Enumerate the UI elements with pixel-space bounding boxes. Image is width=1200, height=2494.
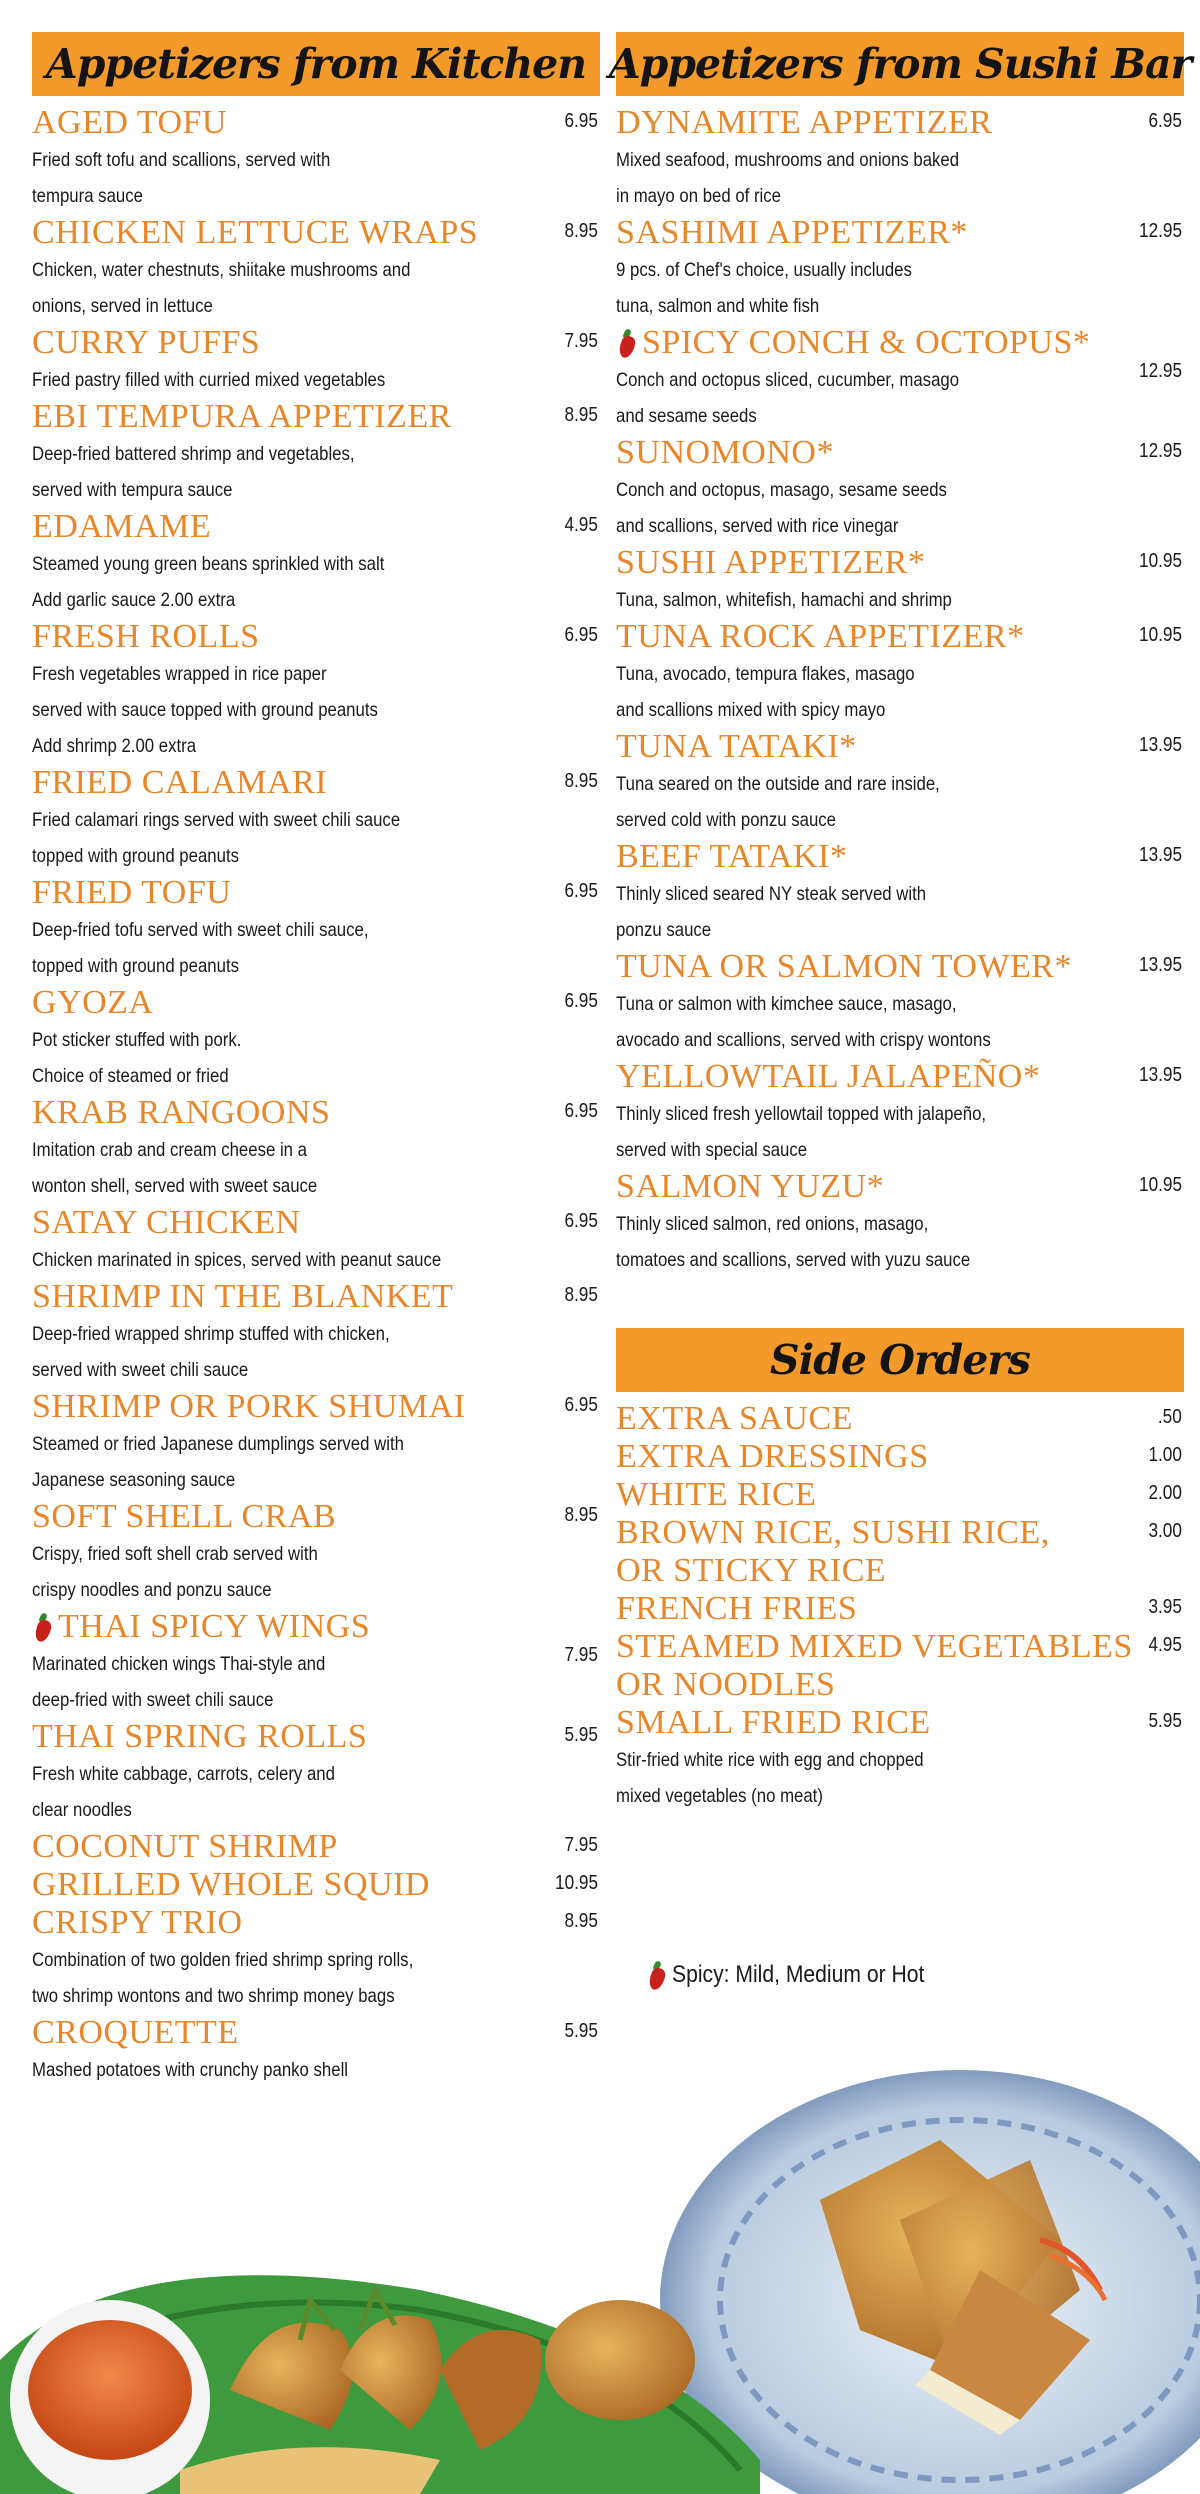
menu-item-name [32, 1718, 600, 1756]
menu-item [32, 1904, 600, 2014]
menu-item-name-line2 [616, 1552, 1184, 1590]
menu-item-description: topped with ground peanuts [32, 955, 239, 977]
menu-item-description: served with sauce topped with ground peanuts [32, 699, 378, 721]
menu-item [32, 324, 600, 398]
menu-item-name-text: TUNA OR SALMON TOWER* [616, 948, 1072, 985]
menu-item-name [32, 214, 600, 252]
menu-item-name-text: SUNOMONO* [616, 434, 834, 471]
menu-item-description: Add shrimp 2.00 extra [32, 735, 197, 757]
kitchen-appetizers-banner [32, 32, 600, 96]
menu-item-price: 7.95 [564, 330, 598, 352]
menu-item-price: 10.95 [1138, 1174, 1182, 1196]
menu-item-name-text: OR STICKY RICE [616, 1552, 887, 1589]
menu-item-name [616, 1400, 1184, 1438]
menu-item-name [616, 544, 1184, 582]
menu-item-name-text: SOFT SHELL CRAB [32, 1498, 337, 1535]
menu-item-price: 8.95 [564, 1284, 598, 1306]
section-title: Side Orders [770, 1336, 1030, 1384]
menu-item-price: 6.95 [564, 990, 598, 1012]
menu-item-description: ponzu sauce [616, 919, 712, 941]
menu-item-description: Tuna, avocado, tempura flakes, masago [616, 663, 915, 685]
menu-item [616, 1438, 1184, 1476]
menu-item-name-text: SALMON YUZU* [616, 1168, 885, 1205]
menu-item-name [32, 1388, 600, 1426]
menu-item [32, 1204, 600, 1278]
menu-item-name [616, 1590, 1184, 1628]
menu-item-description: Steamed or fried Japanese dumplings served with [32, 1433, 404, 1455]
menu-item-price: 6.95 [564, 880, 598, 902]
menu-item-price: 10.95 [1138, 624, 1182, 646]
menu-item-description: avocado and scallions, served with crispy wontons [616, 1029, 991, 1051]
menu-item-name-text: EXTRA DRESSINGS [616, 1438, 929, 1475]
chili-pepper-icon [32, 1612, 54, 1642]
menu-item-price: 13.95 [1138, 844, 1182, 866]
menu-item-name-text: SUSHI APPETIZER* [616, 544, 926, 581]
menu-item [616, 618, 1184, 728]
menu-item-name-text: EBI TEMPURA APPETIZER [32, 398, 452, 435]
side-orders-list [616, 1400, 1184, 1814]
menu-item-price: 10.95 [554, 1872, 598, 1894]
menu-item-price: 3.00 [1148, 1520, 1182, 1542]
menu-item-name [32, 398, 600, 436]
sushi-bar-appetizers-column [608, 0, 1192, 1814]
menu-item-description: Crispy, fried soft shell crab served with [32, 1543, 318, 1565]
menu-item-description: Thinly sliced salmon, red onions, masago, [616, 1213, 929, 1235]
spicy-legend [646, 1960, 959, 1990]
menu-item-name-text: SASHIMI APPETIZER* [616, 214, 968, 251]
menu-item-name [616, 1058, 1184, 1096]
menu-item-description: Thinly sliced seared NY steak served with [616, 883, 927, 905]
menu-item-name [616, 1704, 1184, 1742]
menu-item [32, 1278, 600, 1388]
section-title: Appetizers from Kitchen [45, 40, 587, 88]
menu-item-description: mixed vegetables (no meat) [616, 1785, 823, 1807]
side-orders-banner [616, 1328, 1184, 1392]
menu-item-name [32, 618, 600, 656]
menu-item-price: 7.95 [564, 1644, 598, 1666]
menu-item-description: clear noodles [32, 1799, 132, 1821]
sushi-bar-appetizers-banner [608, 32, 1192, 96]
menu-item-name-text: OR NOODLES [616, 1666, 836, 1703]
menu-item-name-text: YELLOWTAIL JALAPEÑO* [616, 1058, 1041, 1095]
menu-item [616, 1168, 1184, 1278]
menu-item-description: Choice of steamed or fried [32, 1065, 229, 1087]
kitchen-appetizers-column [32, 0, 600, 2088]
menu-item-name-text: EDAMAME [32, 508, 212, 545]
menu-item-price: 12.95 [1138, 360, 1182, 382]
menu-item-description: Add garlic sauce 2.00 extra [32, 589, 236, 611]
menu-item [616, 1514, 1184, 1590]
menu-item-name-text: SHRIMP IN THE BLANKET [32, 1278, 454, 1315]
menu-item-name-text: TUNA ROCK APPETIZER* [616, 618, 1025, 655]
menu-item-name-text: SHRIMP OR PORK SHUMAI [32, 1388, 466, 1425]
menu-item-name-text: STEAMED MIXED VEGETABLES [616, 1628, 1133, 1665]
menu-item-description: and scallions mixed with spicy mayo [616, 699, 886, 721]
menu-item-description: Thinly sliced fresh yellowtail topped with jalapeño, [616, 1103, 987, 1125]
menu-item [616, 1400, 1184, 1438]
menu-item [32, 1718, 600, 1828]
menu-item-name [616, 1514, 1184, 1552]
menu-item [32, 214, 600, 324]
croquette-plate-image [660, 2070, 1200, 2494]
menu-item-description: Conch and octopus, masago, sesame seeds [616, 479, 947, 501]
menu-item [616, 104, 1184, 214]
menu-item-name [616, 838, 1184, 876]
menu-item [32, 874, 600, 984]
menu-item-name [32, 104, 600, 142]
menu-item-name-text: CROQUETTE [32, 2014, 239, 2051]
menu-item-name-text: AGED TOFU [32, 104, 227, 141]
menu-item-description: tuna, salmon and white fish [616, 295, 820, 317]
menu-item-name-text: GRILLED WHOLE SQUID [32, 1866, 430, 1903]
menu-item-description: Fried pastry filled with curried mixed vegetables [32, 369, 386, 391]
menu-item-name [616, 214, 1184, 252]
menu-item-name [32, 764, 600, 802]
menu-item-price: 12.95 [1138, 440, 1182, 462]
menu-item-price: 13.95 [1138, 734, 1182, 756]
menu-item-description: Marinated chicken wings Thai-style and [32, 1653, 326, 1675]
menu-item [616, 1476, 1184, 1514]
menu-item-name-line2 [616, 1666, 1184, 1704]
menu-item [32, 104, 600, 214]
menu-item-price: 5.95 [1148, 1710, 1182, 1732]
menu-item-name-text: SPICY CONCH & OCTOPUS* [642, 324, 1091, 361]
menu-item-price: 2.00 [1148, 1482, 1182, 1504]
menu-item [616, 728, 1184, 838]
menu-item-name-text: KRAB RANGOONS [32, 1094, 331, 1131]
menu-item [32, 1388, 600, 1498]
menu-item [32, 1828, 600, 1866]
menu-item-description: two shrimp wontons and two shrimp money bags [32, 1985, 395, 2007]
menu-item-price: 13.95 [1138, 1064, 1182, 1086]
menu-item-description: Stir-fried white rice with egg and chopped [616, 1749, 924, 1771]
menu-item-name-text: FRIED CALAMARI [32, 764, 328, 801]
menu-item-description: served with special sauce [616, 1139, 808, 1161]
menu-item-name [616, 1476, 1184, 1514]
kitchen-appetizers-list [32, 104, 600, 2088]
menu-item-name [32, 1278, 600, 1316]
menu-item-name [32, 1204, 600, 1242]
menu-item-description: Fried soft tofu and scallions, served with [32, 149, 331, 171]
menu-item [32, 1608, 600, 1718]
menu-item-description: Chicken marinated in spices, served with peanut sauce [32, 1249, 442, 1271]
menu-item [616, 1590, 1184, 1628]
menu-item-price: 4.95 [1148, 1634, 1182, 1656]
menu-item-name [616, 324, 1184, 362]
menu-item-name-text: THAI SPICY WINGS [58, 1608, 371, 1645]
menu-item-price: 6.95 [1148, 110, 1182, 132]
menu-item-description: Tuna or salmon with kimchee sauce, masago, [616, 993, 957, 1015]
menu-item [32, 984, 600, 1094]
spicy-legend-text: Spicy: Mild, Medium or Hot [672, 1961, 925, 1988]
menu-item-name [32, 324, 600, 362]
menu-item-name-text: CHICKEN LETTUCE WRAPS [32, 214, 479, 251]
menu-item [32, 764, 600, 874]
menu-item-name [32, 1608, 600, 1646]
menu-item-description: deep-fried with sweet chili sauce [32, 1689, 274, 1711]
menu-item-price: 10.95 [1138, 550, 1182, 572]
menu-item-description: onions, served in lettuce [32, 295, 213, 317]
menu-item-name-text: FRENCH FRIES [616, 1590, 858, 1627]
menu-item-name [616, 618, 1184, 656]
menu-item-name-text: FRIED TOFU [32, 874, 232, 911]
menu-item-description: Imitation crab and cream cheese in a [32, 1139, 307, 1161]
menu-item-price: 8.95 [564, 1910, 598, 1932]
menu-item-price: 6.95 [564, 1394, 598, 1416]
chili-pepper-icon [616, 328, 638, 358]
menu-item-description: wonton shell, served with sweet sauce [32, 1175, 318, 1197]
menu-item-description: Tuna seared on the outside and rare inside, [616, 773, 940, 795]
menu-item-name [616, 1168, 1184, 1206]
menu-item-price: 6.95 [564, 1210, 598, 1232]
menu-item [616, 1704, 1184, 1814]
menu-item-name [32, 874, 600, 912]
menu-item-name-text: SATAY CHICKEN [32, 1204, 301, 1241]
menu-item-description: Fresh white cabbage, carrots, celery and [32, 1763, 335, 1785]
menu-item-name [616, 1628, 1184, 1666]
menu-item [616, 544, 1184, 618]
menu-item-price: 13.95 [1138, 954, 1182, 976]
menu-item [616, 214, 1184, 324]
menu-item-description: Tuna, salmon, whitefish, hamachi and shrimp [616, 589, 952, 611]
section-title: Appetizers from Sushi Bar [608, 40, 1192, 88]
menu-item-description: Mashed potatoes with crunchy panko shell [32, 2059, 349, 2081]
menu-item-name [616, 104, 1184, 142]
menu-item [32, 1498, 600, 1608]
menu-item-description: Fresh vegetables wrapped in rice paper [32, 663, 327, 685]
menu-item-name [32, 1094, 600, 1132]
menu-item-name [32, 1904, 600, 1942]
menu-item-price: 5.95 [564, 2020, 598, 2042]
menu-item-name-text: CURRY PUFFS [32, 324, 261, 361]
menu-item-name [32, 1498, 600, 1536]
menu-item-name [32, 1866, 600, 1904]
menu-item-price: 1.00 [1148, 1444, 1182, 1466]
menu-item [32, 1866, 600, 1904]
menu-item-description: crispy noodles and ponzu sauce [32, 1579, 272, 1601]
menu-item-description: and sesame seeds [616, 405, 757, 427]
menu-item-name [616, 728, 1184, 766]
menu-item-description: Deep-fried battered shrimp and vegetables, [32, 443, 355, 465]
menu-item-price: .50 [1158, 1406, 1182, 1428]
menu-item-description: Pot sticker stuffed with pork. [32, 1029, 242, 1051]
menu-item-description: served with tempura sauce [32, 479, 233, 501]
menu-item-description: in mayo on bed of rice [616, 185, 781, 207]
menu-item-name-text: COCONUT SHRIMP [32, 1828, 338, 1865]
appetizer-platter-image [0, 2275, 760, 2494]
menu-item [616, 1628, 1184, 1704]
menu-item-description: topped with ground peanuts [32, 845, 239, 867]
menu-item-price: 8.95 [564, 404, 598, 426]
menu-item-name-text: EXTRA SAUCE [616, 1400, 853, 1437]
menu-item-description: served cold with ponzu sauce [616, 809, 837, 831]
menu-item-name-text: FRESH ROLLS [32, 618, 260, 655]
menu-item-name [616, 434, 1184, 472]
menu-item-name [616, 1438, 1184, 1476]
menu-item-description: Mixed seafood, mushrooms and onions baked [616, 149, 960, 171]
menu-item-price: 12.95 [1138, 220, 1182, 242]
menu-item-description: Combination of two golden fried shrimp spring rolls, [32, 1949, 414, 1971]
menu-item-price: 8.95 [564, 770, 598, 792]
menu-item-price: 5.95 [564, 1724, 598, 1746]
menu-item [32, 398, 600, 508]
menu-item-description: Deep-fried wrapped shrimp stuffed with chicken, [32, 1323, 390, 1345]
menu-item-description: Conch and octopus sliced, cucumber, masago [616, 369, 960, 391]
menu-item [32, 508, 600, 618]
menu-item-description: served with sweet chili sauce [32, 1359, 249, 1381]
menu-item-name-text: TUNA TATAKI* [616, 728, 857, 765]
menu-item-description: Japanese seasoning sauce [32, 1469, 236, 1491]
menu-item-name [616, 948, 1184, 986]
menu-item [32, 1094, 600, 1204]
menu-item-price: 6.95 [564, 1100, 598, 1122]
menu-item-name-text: CRISPY TRIO [32, 1904, 243, 1941]
menu-item [616, 838, 1184, 948]
menu-item-price: 6.95 [564, 624, 598, 646]
menu-item [616, 1058, 1184, 1168]
menu-item-price: 7.95 [564, 1834, 598, 1856]
menu-item-name-text: SMALL FRIED RICE [616, 1704, 931, 1741]
sushi-bar-appetizers-list [616, 104, 1184, 1278]
food-photos [0, 2040, 1200, 2494]
menu-item-description: Fried calamari rings served with sweet chili sauce [32, 809, 401, 831]
menu-item-description: tempura sauce [32, 185, 143, 207]
menu-item [616, 434, 1184, 544]
menu-item [616, 324, 1184, 434]
menu-item-description: Steamed young green beans sprinkled with salt [32, 553, 385, 575]
menu-item-description: 9 pcs. of Chef's choice, usually includes [616, 259, 912, 281]
menu-item-name-text: THAI SPRING ROLLS [32, 1718, 368, 1755]
menu-item-name-text: WHITE RICE [616, 1476, 817, 1513]
menu-item-description: tomatoes and scallions, served with yuzu sauce [616, 1249, 971, 1271]
chili-pepper-icon [646, 1960, 668, 1990]
menu-item-description: Chicken, water chestnuts, shiitake mushrooms and [32, 259, 411, 281]
menu-item-name-text: BROWN RICE, SUSHI RICE, [616, 1514, 1050, 1551]
menu-item [32, 618, 600, 764]
menu-item-name-text: BEEF TATAKI* [616, 838, 848, 875]
menu-item-price: 4.95 [564, 514, 598, 536]
menu-item-price: 3.95 [1148, 1596, 1182, 1618]
menu-item-name [32, 1828, 600, 1866]
menu-item-description: Deep-fried tofu served with sweet chili sauce, [32, 919, 369, 941]
menu-item-price: 8.95 [564, 1504, 598, 1526]
menu-item-price: 6.95 [564, 110, 598, 132]
menu-item-price: 8.95 [564, 220, 598, 242]
menu-item-description: and scallions, served with rice vinegar [616, 515, 899, 537]
menu-item-name [32, 508, 600, 546]
menu-item-name [32, 984, 600, 1022]
menu-item [616, 948, 1184, 1058]
menu-item-name-text: GYOZA [32, 984, 154, 1021]
menu-item-name-text: DYNAMITE APPETIZER [616, 104, 993, 141]
